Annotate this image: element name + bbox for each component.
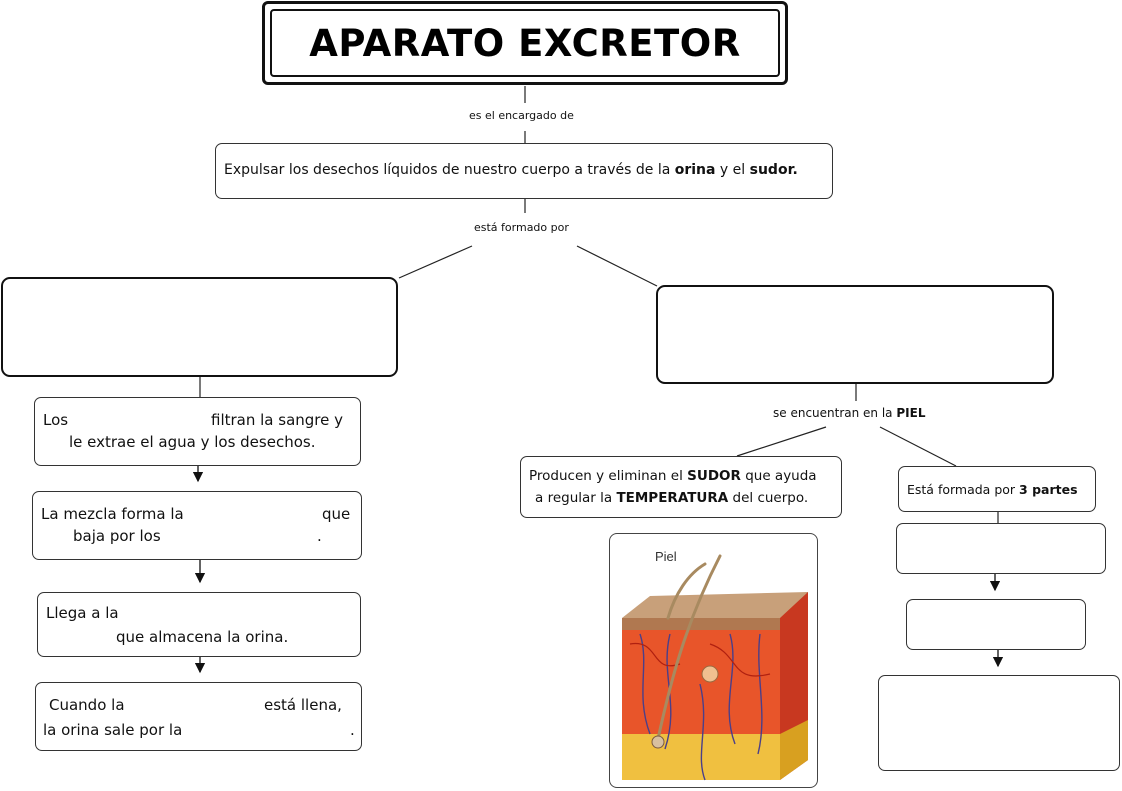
- step3-text-b: que almacena la orina.: [116, 628, 289, 646]
- step3-text-a: Llega a la: [46, 604, 119, 622]
- function-box: [520, 456, 842, 518]
- blank-part-3[interactable]: [878, 675, 1120, 771]
- keyword-sudor: sudor.: [749, 162, 798, 178]
- step4-text-d: .: [350, 721, 355, 739]
- step2-text-a: La mezcla forma la: [41, 505, 184, 523]
- step4-text-b: está llena,: [264, 696, 342, 714]
- step1-text-a: Los: [43, 411, 69, 429]
- link-label-formado: está formado por: [474, 221, 569, 234]
- link-label-encargado: es el encargado de: [469, 109, 574, 122]
- step2-text-c: baja por los: [73, 527, 161, 545]
- definition-box: [215, 143, 833, 199]
- step-box-1: [34, 397, 361, 466]
- link-label-piel: se encuentran en la PIEL: [773, 406, 926, 420]
- title-box: [262, 1, 788, 85]
- parts-text: Está formada por 3 partes: [907, 482, 1078, 497]
- skin-label: Piel: [655, 549, 677, 564]
- step2-text-b: que: [322, 505, 351, 523]
- function-line-1: Producen y eliminan el SUDOR que ayuda: [529, 468, 817, 484]
- step1-text-c: le extrae el agua y los desechos.: [69, 433, 316, 451]
- blank-box-right[interactable]: [656, 285, 1054, 384]
- keyword-piel: PIEL: [896, 406, 926, 420]
- blank-part-2[interactable]: [906, 599, 1086, 650]
- step-box-4: [35, 682, 362, 751]
- blank-part-1[interactable]: [896, 523, 1106, 574]
- step-box-2: [32, 491, 362, 560]
- skin-cross-section-image: [610, 534, 818, 788]
- definition-text: Expulsar los desechos líquidos de nuestro cuerpo a través de la orina y el sudor.: [224, 162, 798, 178]
- page-title: APARATO EXCRETOR: [309, 21, 741, 65]
- blank-box-left[interactable]: [1, 277, 398, 377]
- parts-box: [898, 466, 1096, 512]
- keyword-orina: orina: [674, 162, 716, 178]
- step4-text-c: la orina sale por la: [43, 721, 183, 739]
- skin-illustration: [609, 533, 818, 788]
- function-line-2: a regular la TEMPERATURA del cuerpo.: [535, 490, 809, 506]
- step-box-3: [37, 592, 361, 657]
- step1-text-b: filtran la sangre y: [211, 411, 344, 429]
- step4-text-a: Cuando la: [49, 696, 125, 714]
- step2-text-d: .: [317, 527, 322, 545]
- keyword-3-partes: 3 partes: [1019, 482, 1078, 497]
